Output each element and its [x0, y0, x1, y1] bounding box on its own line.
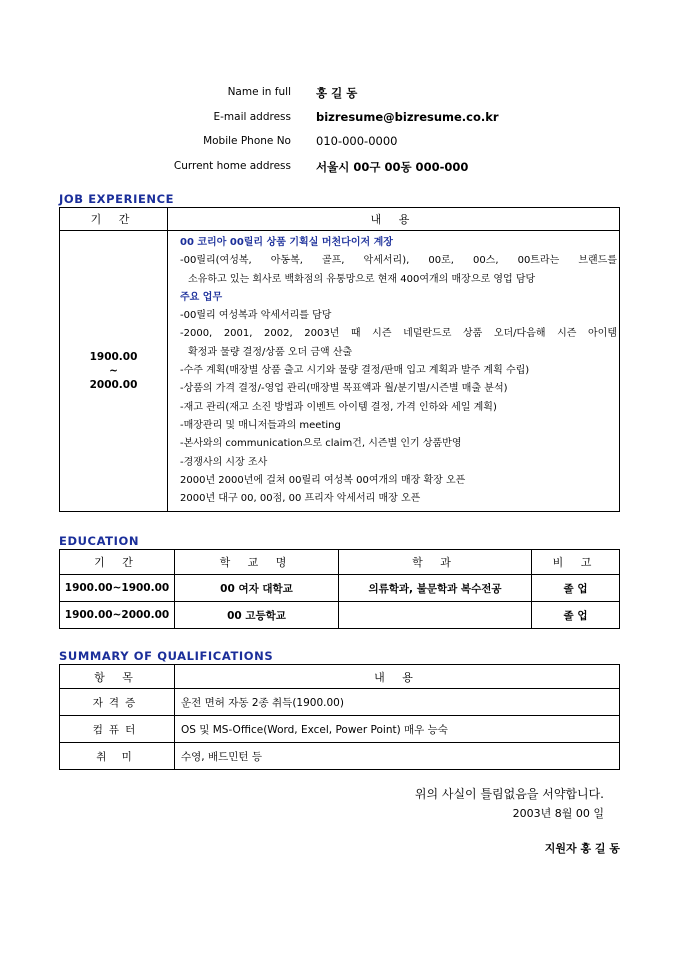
education-row [60, 602, 620, 629]
job-line: 확정과 물량 결정/상품 오더 금액 산출 [188, 346, 353, 358]
address-label: Current home address [173, 159, 291, 172]
job-row [60, 231, 620, 512]
qual-header-item: 항 목 [60, 665, 175, 689]
edu-major [339, 602, 532, 629]
job-line: -경쟁사의 시장 조사 [180, 456, 268, 468]
qual-item: 컴퓨터 [60, 716, 175, 743]
job-experience-title: JOB EXPERIENCE [59, 192, 175, 206]
job-line: 00 코리아 00릴리 상품 기획실 머천다이저 계장 [180, 237, 393, 248]
qualifications-title: SUMMARY OF QUALIFICATIONS [59, 649, 274, 663]
qual-content: OS 및 MS-Office(Word, Excel, Power Point) 매우 능숙 [175, 716, 620, 743]
job-period-separator: ~ [109, 365, 118, 378]
job-line: -00릴리 여성복과 악세서리를 담당 [180, 310, 332, 322]
qualifications-table [59, 664, 620, 770]
address-value: 서울시 00구 00동 000-000 [316, 159, 469, 174]
qual-content: 운전 면허 자동 2종 취득(1900.00) [175, 689, 620, 716]
email-value: bizresume@bizresume.co.kr [316, 109, 499, 124]
qual-item: 취 미 [60, 743, 175, 770]
edu-header-note: 비 고 [532, 550, 620, 575]
qualifications-header-row [60, 665, 620, 689]
edu-period: 1900.00~1900.00 [60, 575, 175, 602]
education-table [59, 549, 620, 629]
edu-note: 졸 업 [532, 602, 620, 629]
name-value: 홍 길 동 [316, 86, 358, 100]
qual-content: 수영, 배드민턴 등 [175, 743, 620, 770]
job-header-row [60, 208, 620, 231]
edu-header-school: 학 교 명 [175, 550, 339, 575]
job-line: -매장관리 및 매니저들과의 meeting [180, 419, 341, 431]
edu-school: 00 고등학교 [175, 602, 339, 629]
mobile-label: Mobile Phone No [203, 135, 291, 147]
info-row-email [0, 107, 680, 132]
edu-school: 00 여자 대학교 [175, 575, 339, 602]
edu-note: 졸 업 [532, 575, 620, 602]
edu-period: 1900.00~2000.00 [60, 602, 175, 629]
info-row-name [0, 82, 680, 107]
edu-header-major: 학 과 [339, 550, 532, 575]
qual-item: 자격증 [60, 689, 175, 716]
job-line: 주요 업무 [180, 291, 223, 303]
mobile-value: 010-000-0000 [316, 134, 398, 148]
job-line: -00릴리(여성복, 아동복, 골프, 악세서리), 00로, 00스, 00트라는 브랜드를 [180, 255, 617, 267]
education-title: EDUCATION [59, 534, 140, 548]
job-line: 소유하고 있는 회사로 백화점의 유통망으로 현재 400여개의 매장으로 영업 담당 [188, 273, 536, 285]
edu-header-period: 기 간 [60, 550, 175, 575]
personal-info [0, 82, 680, 180]
email-label: E-mail address [213, 110, 291, 123]
edu-major: 의류학과, 불문학과 복수전공 [339, 575, 532, 602]
applicant-signature: 지원자 홍 길 동 [544, 842, 620, 855]
signature-date: 2003년 8월 00 일 [512, 807, 604, 820]
job-period-end: 2000.00 [89, 379, 138, 392]
job-period-start: 1900.00 [89, 351, 138, 364]
job-content [168, 231, 620, 512]
qualification-row [60, 743, 620, 770]
info-row-address [0, 156, 680, 181]
education-row [60, 575, 620, 602]
job-line: 2000년 2000년에 걸쳐 00릴리 여성복 00여개의 매장 확장 오픈 [180, 474, 466, 486]
info-row-mobile [0, 131, 680, 156]
pledge-statement: 위의 사실이 틀림없음을 서약합니다. [414, 787, 604, 801]
job-experience-table [59, 207, 620, 512]
qualification-row [60, 716, 620, 743]
name-label: Name in full [227, 86, 291, 98]
job-line: -상품의 가격 결정/-영업 관리(매장별 목표액과 월/분기별/시즌별 매출 분석) [180, 383, 508, 395]
job-period [60, 231, 168, 512]
qualification-row [60, 689, 620, 716]
job-line: -수주 계획(매장별 상품 출고 시기와 물량 결정/판매 입고 계획과 발주 계획 수립) [180, 365, 530, 377]
job-line: -2000, 2001, 2002, 2003년 때 시즌 네덜란드로 상품 오더/다음해 시즌 아이템 [180, 328, 617, 340]
job-header-content: 내 용 [168, 208, 620, 231]
job-line: -재고 관리(재고 소진 방법과 이벤트 아이템 결정, 가격 인하와 세일 계획) [180, 401, 497, 413]
job-header-period: 기 간 [60, 208, 168, 231]
qual-header-content: 내 용 [175, 665, 620, 689]
job-line: 2000년 대구 00, 00점, 00 프리자 악세서리 매장 오픈 [180, 493, 421, 505]
education-header-row [60, 550, 620, 575]
job-line: -본사와의 communication으로 claim건, 시즌별 인기 상품반영 [180, 438, 462, 450]
